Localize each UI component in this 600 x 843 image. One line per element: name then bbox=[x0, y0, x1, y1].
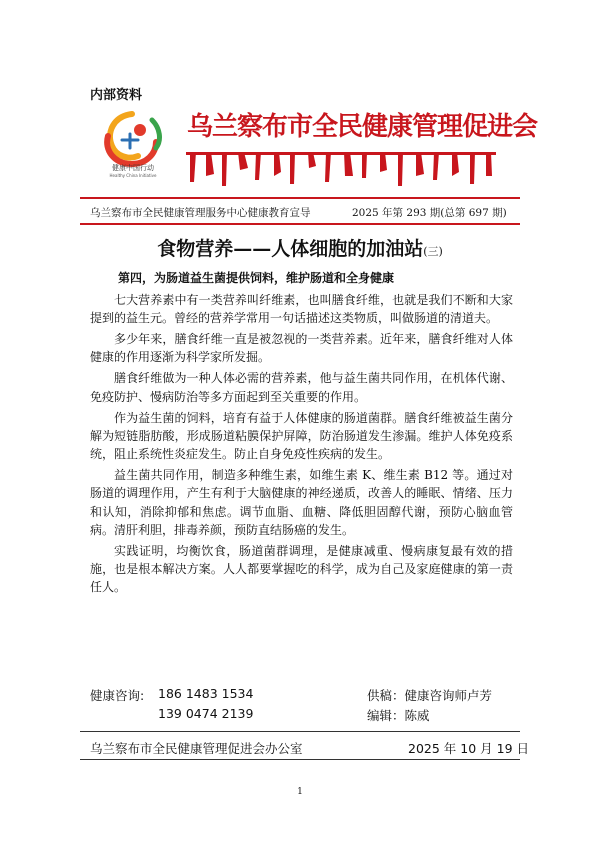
issue-divider bbox=[80, 223, 520, 225]
phone-1: 186 1483 1534 bbox=[158, 686, 254, 701]
organization-title: 乌兰察布市全民健康管理促进会 bbox=[187, 112, 538, 142]
footer-office: 乌兰察布市全民健康管理促进会办公室 bbox=[90, 741, 303, 756]
phone-2: 139 0474 2139 bbox=[158, 706, 254, 721]
consult-label: 健康咨询: bbox=[90, 688, 145, 703]
article-title bbox=[0, 234, 600, 261]
footer-divider-bottom bbox=[80, 759, 520, 760]
issue-number: 2025 年第 293 期(总第 697 期) bbox=[352, 207, 507, 219]
issue-source: 乌兰察布市全民健康管理服务中心健康教育宣导 bbox=[90, 207, 311, 219]
article-body bbox=[90, 291, 513, 599]
paragraph: 作为益生菌的饲料，培育有益于人体健康的肠道菌群。膳食纤维被益生菌分解为短链脂肪酸，形成肠道粘膜保护屏障，防治肠道发生渗漏。维护人体免疫系统，阻止系统性炎症发生。防止自身免疫性疾病的发生。 bbox=[90, 410, 513, 462]
paragraph: 实践证明，均衡饮食，肠道菌群调理，是健康减重、慢病康复最有效的措施，也是根本解决方案。人人都要掌握吃的科学，成为自己及家庭健康的第一责任人。 bbox=[90, 543, 513, 595]
footer-divider-top bbox=[80, 731, 520, 732]
supplier-credit: 供稿：健康咨询师卢芳 bbox=[367, 688, 493, 703]
mongolian-script-title bbox=[186, 146, 496, 188]
paragraph: 益生菌共同作用，制造多种维生素，如维生素 K、维生素 B12 等。通过对肠道的调理作用，产生有利于大脑健康的神经递质，改善人的睡眠、情绪、压力和认知，消除抑郁和焦虑。调节血脂、血糖、降低胆固醇代谢，预防心脑血管病。清肝利胆，排毒养颜，预防直结肠癌的发生。 bbox=[90, 468, 513, 537]
editor-credit: 编辑：陈威 bbox=[367, 708, 430, 723]
section-heading: 第四，为肠道益生菌提供饲料，维护肠道和全身健康 bbox=[118, 271, 395, 285]
paragraph: 膳食纤维做为一种人体必需的营养素，他与益生菌共同作用，在机体代谢、免疫防护、慢病防治等多方面起到至关重要的作用。 bbox=[90, 371, 513, 404]
footer-date: 2025 年 10 月 19 日 bbox=[408, 741, 529, 756]
paragraph: 七大营养素中有一类营养叫纤维素，也叫膳食纤维，也就是我们不断和大家提到的益生元。曾经的营养学常用一句话描述这类物质，叫做肠道的清道夫。 bbox=[90, 293, 513, 326]
paragraph: 多少年来，膳食纤维一直是被忽视的一类营养素。近年来，膳食纤维对人体健康的作用逐渐为科学家所发掘。 bbox=[90, 332, 513, 365]
article-title-text: 食物营养——人体细胞的加油站 bbox=[157, 238, 424, 260]
header-divider bbox=[80, 197, 520, 199]
logo-subcaption: Healthy China Initiative bbox=[109, 173, 157, 178]
article-title-suffix: (三) bbox=[423, 245, 443, 258]
internal-material-label: 内部资料 bbox=[90, 88, 143, 103]
logo-caption: 健康中国行动 bbox=[112, 164, 154, 172]
page-number: 1 bbox=[297, 787, 303, 797]
